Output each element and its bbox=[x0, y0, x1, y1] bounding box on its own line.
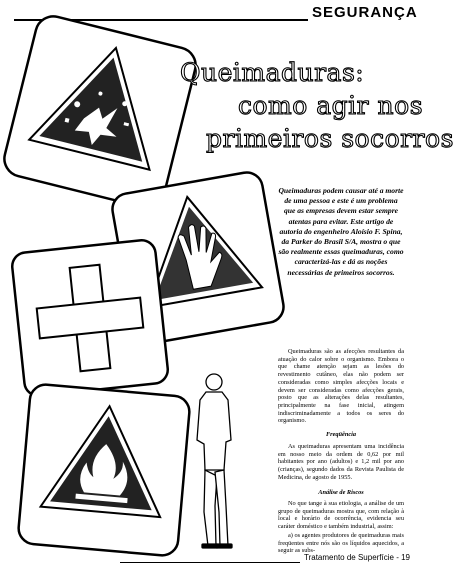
standing-man bbox=[197, 374, 232, 548]
subheading-analise-de-riscos: Análise de Riscos bbox=[318, 489, 364, 496]
title-line-3: primeiros socorros bbox=[206, 124, 454, 153]
subheading-frequencia: Freqüência bbox=[325, 431, 357, 438]
section-title: SEGURANÇA bbox=[312, 4, 418, 21]
footer-rule bbox=[120, 562, 300, 563]
body-paragraph-2: As queimaduras apresentam uma incidência em nosso meio da ordem de 0,62 por mil habitantes por ano (adultos) e 1,2 mil por ano (crianças), segundo dados da Revista Paulista de Medicina, de agosto de 1955. bbox=[278, 443, 404, 481]
title-line-1: Queimaduras: bbox=[180, 58, 365, 87]
body-paragraph-1: Queimaduras são as afecções resultantes da atuação do calor sobre o organismo. Embora o que chame atenção sejam as lesões do revestimento cutâneo, elas não podem ser consideradas como simples afecções locais e devem ser consideradas como afecções gerais, posto que as alterações delas resultantes, principalmente na fase inicial, atingem indiscriminadamente a todos os seres do organismo. bbox=[278, 348, 404, 425]
lead-paragraph: Queimaduras podem causar até a morte de uma pessoa e este é um problema que as empresas devem estar sempre atentas para evitar. Este artigo de autoria do engenheiro Aloísio F. Spina, da Parker do Brasil S/A, mostra o que são realmente essas queimaduras, como caracterizá-las e dá as noções necessárias de primeiros socorros. bbox=[278, 186, 404, 277]
title-line-2: como agir nos bbox=[238, 91, 424, 120]
flame-sign bbox=[17, 383, 190, 556]
cross-sign bbox=[11, 239, 169, 397]
page-footer: Tratamento de Superfície - 19 bbox=[304, 553, 410, 562]
body-paragraph-3: No que tange à sua etiologia, a análise de um grupo de queimaduras mostra que, com relação à local e horário de ocorrência, evidencia seu caráter doméstico e também industrial, assim: bbox=[278, 500, 404, 531]
explosive-sign bbox=[1, 13, 200, 212]
body-paragraph-4: a) os agentes produtores de queimaduras mais freqüentes entre nós são os líquidos aquecidos, a seguir as subs- bbox=[278, 532, 404, 555]
